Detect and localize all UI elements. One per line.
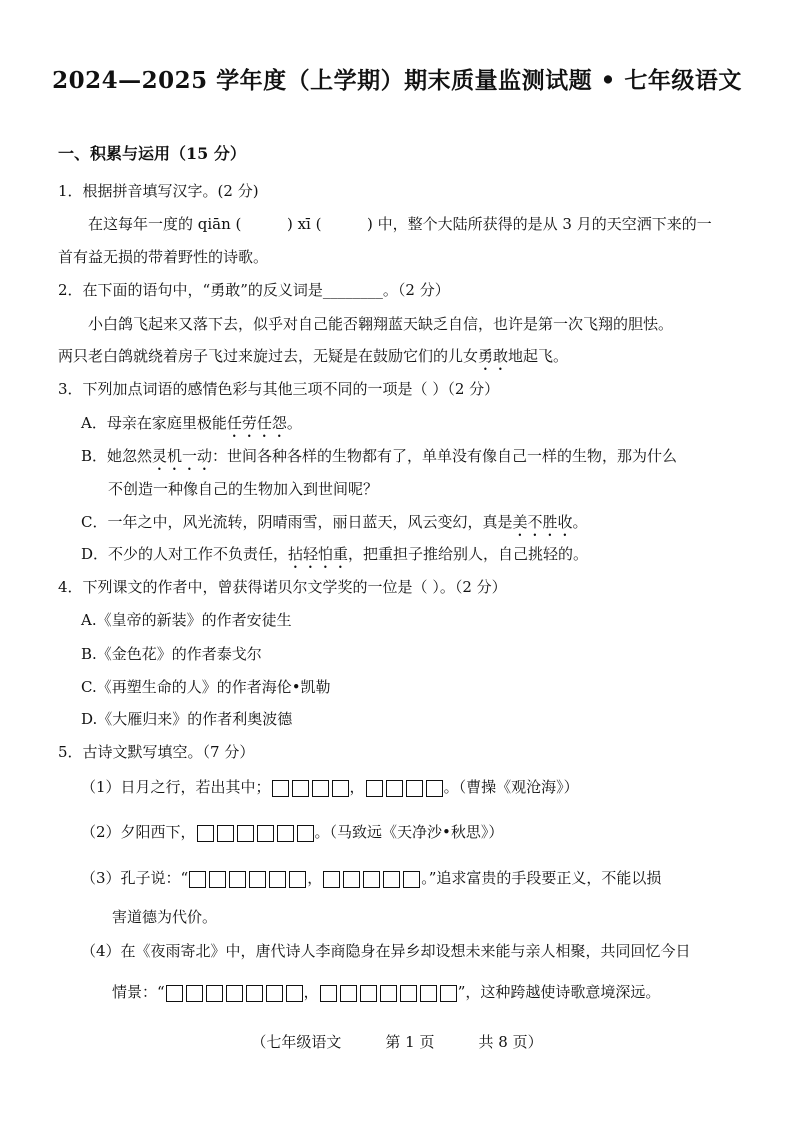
- answer-boxes-3a[interactable]: [188, 871, 307, 888]
- question-1-line2: 首有益无损的带着野性的诗歌。: [58, 248, 269, 266]
- q1-text-c: ) 中，整个大陆所获得的是从 3 月的天空洒下来的一: [367, 215, 712, 233]
- question-4-stem: 4．下列课文的作者中，曾获得诺贝尔文学奖的一位是（ ）。（2 分）: [58, 578, 507, 596]
- answer-box[interactable]: [297, 825, 314, 842]
- answer-box[interactable]: [386, 780, 403, 797]
- answer-box[interactable]: [269, 871, 286, 888]
- answer-box[interactable]: [312, 780, 329, 797]
- answer-box[interactable]: [229, 871, 246, 888]
- q1-text-a: 在这每年一度的 qiān (: [88, 215, 242, 233]
- q3-b-dotted: 灵机一动: [152, 447, 213, 465]
- q3-c-pre: C．一年之中，风光流转，阴晴雨雪，丽日蓝天，风云变幻，真是: [81, 513, 513, 531]
- answer-boxes-3b[interactable]: [322, 871, 421, 888]
- question-2-passage-line1: 小白鸽飞起来又落下去，似乎对自己能否翱翔蓝天缺乏自信，也许是第一次飞翔的胆怯。: [88, 315, 674, 333]
- q5-1-pre: （1）日月之行，若出其中；: [81, 778, 271, 796]
- answer-box[interactable]: [383, 871, 400, 888]
- answer-box[interactable]: [166, 985, 183, 1002]
- q5-3-mid: ，: [307, 869, 323, 887]
- q5-1-mid: ，: [349, 778, 365, 796]
- q5-4-pre: 情景：“: [112, 983, 165, 1001]
- answer-box[interactable]: [197, 825, 214, 842]
- q3-b-pre: B．她忽然: [81, 447, 153, 465]
- answer-box[interactable]: [286, 985, 303, 1002]
- question-2-passage-line2: [58, 345, 568, 374]
- answer-boxes-2[interactable]: [196, 825, 315, 842]
- q3-a-dotted: 任劳任怨: [226, 414, 287, 432]
- answer-box[interactable]: [440, 985, 457, 1002]
- answer-box[interactable]: [360, 985, 377, 1002]
- answer-box[interactable]: [289, 871, 306, 888]
- q2-passage-b: 地起飞。: [508, 347, 569, 365]
- answer-box[interactable]: [249, 871, 266, 888]
- question-3-option-c: [81, 511, 588, 540]
- answer-boxes-1a[interactable]: [271, 780, 350, 797]
- question-1-line1: [88, 213, 712, 234]
- q3-b-post: ：世间各种各样的生物都有了，单单没有像自己一样的生物，那为什么: [212, 447, 678, 465]
- q2-passage-a: 两只老白鸽就绕着房子飞过来旋过去，无疑是在鼓励它们的儿女: [58, 347, 479, 365]
- q5-2-post: 。（马致远《天净沙•秋思》）: [314, 823, 504, 841]
- answer-box[interactable]: [226, 985, 243, 1002]
- answer-boxes-4a[interactable]: [165, 985, 304, 1002]
- question-3-option-d: [81, 543, 588, 572]
- q5-4-mid: ，: [303, 983, 319, 1001]
- question-5-item-4-line1: （4）在《夜雨寄北》中，唐代诗人李商隐身在异乡却设想未来能与亲人相聚，共同回忆今日: [81, 942, 691, 960]
- question-3-option-b: [81, 445, 677, 474]
- q3-a-post: 。: [286, 414, 302, 432]
- answer-box[interactable]: [189, 871, 206, 888]
- answer-box[interactable]: [380, 985, 397, 1002]
- q3-d-pre: D．不少的人对工作不负责任，: [81, 545, 289, 563]
- question-5-item-3-line2: 害道德为代价。: [112, 908, 218, 926]
- footer-subject: （七年级语文: [251, 1033, 342, 1051]
- answer-box[interactable]: [277, 825, 294, 842]
- answer-box[interactable]: [343, 871, 360, 888]
- footer-total: 共 8 页）: [478, 1033, 543, 1051]
- question-5-item-3: [81, 867, 661, 888]
- answer-box[interactable]: [272, 780, 289, 797]
- q3-d-dotted: 拈轻怕重: [288, 545, 349, 563]
- question-4-option-d: D.《大雁归来》的作者利奥波德: [81, 710, 293, 728]
- q3-c-post: 。: [572, 513, 588, 531]
- answer-boxes-1b[interactable]: [365, 780, 444, 797]
- question-4-option-b: B.《金色花》的作者泰戈尔: [81, 645, 262, 663]
- answer-box[interactable]: [246, 985, 263, 1002]
- q5-2-pre: （2）夕阳西下，: [81, 823, 196, 841]
- answer-box[interactable]: [403, 871, 420, 888]
- q5-3-pre: （3）孔子说：“: [81, 869, 189, 887]
- q2-dotted-word: 勇敢: [478, 347, 509, 365]
- answer-box[interactable]: [400, 985, 417, 1002]
- answer-box[interactable]: [292, 780, 309, 797]
- question-3-option-b-line2: 不创造一种像自己的生物加入到世间呢？: [108, 480, 379, 498]
- q5-4-post: ”，这种跨越使诗歌意境深远。: [457, 983, 661, 1001]
- answer-box[interactable]: [266, 985, 283, 1002]
- answer-box[interactable]: [206, 985, 223, 1002]
- question-3-option-a: [81, 412, 302, 441]
- answer-box[interactable]: [186, 985, 203, 1002]
- q5-1-post: 。（曹操《观沧海》）: [443, 778, 579, 796]
- question-4-option-c: C.《再塑生命的人》的作者海伦•凯勒: [81, 678, 331, 696]
- question-1-stem: 1．根据拼音填写汉字。(2 分): [58, 182, 259, 200]
- q1-text-b: ) xī (: [286, 215, 322, 233]
- page-footer: [0, 1031, 794, 1052]
- answer-box[interactable]: [420, 985, 437, 1002]
- answer-box[interactable]: [320, 985, 337, 1002]
- question-5-item-1: [81, 776, 579, 797]
- answer-box[interactable]: [406, 780, 423, 797]
- question-3-stem: 3．下列加点词语的感情色彩与其他三项不同的一项是（ ）（2 分）: [58, 380, 500, 398]
- q3-a-pre: A．母亲在家庭里极能: [81, 414, 227, 432]
- q5-3-post: 。”追求富贵的手段要正义，不能以损: [421, 869, 662, 887]
- answer-boxes-4b[interactable]: [319, 985, 458, 1002]
- question-5-item-4: [112, 981, 660, 1002]
- q3-c-dotted: 美不胜收: [512, 513, 573, 531]
- answer-box[interactable]: [217, 825, 234, 842]
- answer-box[interactable]: [426, 780, 443, 797]
- answer-box[interactable]: [237, 825, 254, 842]
- q3-d-post: ，把重担子推给别人，自己挑轻的。: [348, 545, 589, 563]
- answer-box[interactable]: [323, 871, 340, 888]
- question-4-option-a: A.《皇帝的新装》的作者安徒生: [81, 611, 292, 629]
- answer-box[interactable]: [363, 871, 380, 888]
- section-heading: 一、积累与运用（15 分）: [58, 144, 246, 163]
- question-2-stem: 2．在下面的语句中，“勇敢”的反义词是________。（2 分）: [58, 281, 450, 299]
- page-title: 2024—2025 学年度（上学期）期末质量监测试题 • 七年级语文: [52, 67, 742, 94]
- answer-box[interactable]: [366, 780, 383, 797]
- question-5-item-2: [81, 821, 503, 842]
- question-5-stem: 5．古诗文默写填空。（7 分）: [58, 743, 255, 761]
- answer-box[interactable]: [257, 825, 274, 842]
- answer-box[interactable]: [340, 985, 357, 1002]
- answer-box[interactable]: [332, 780, 349, 797]
- answer-box[interactable]: [209, 871, 226, 888]
- footer-page: 第 1 页: [385, 1033, 435, 1051]
